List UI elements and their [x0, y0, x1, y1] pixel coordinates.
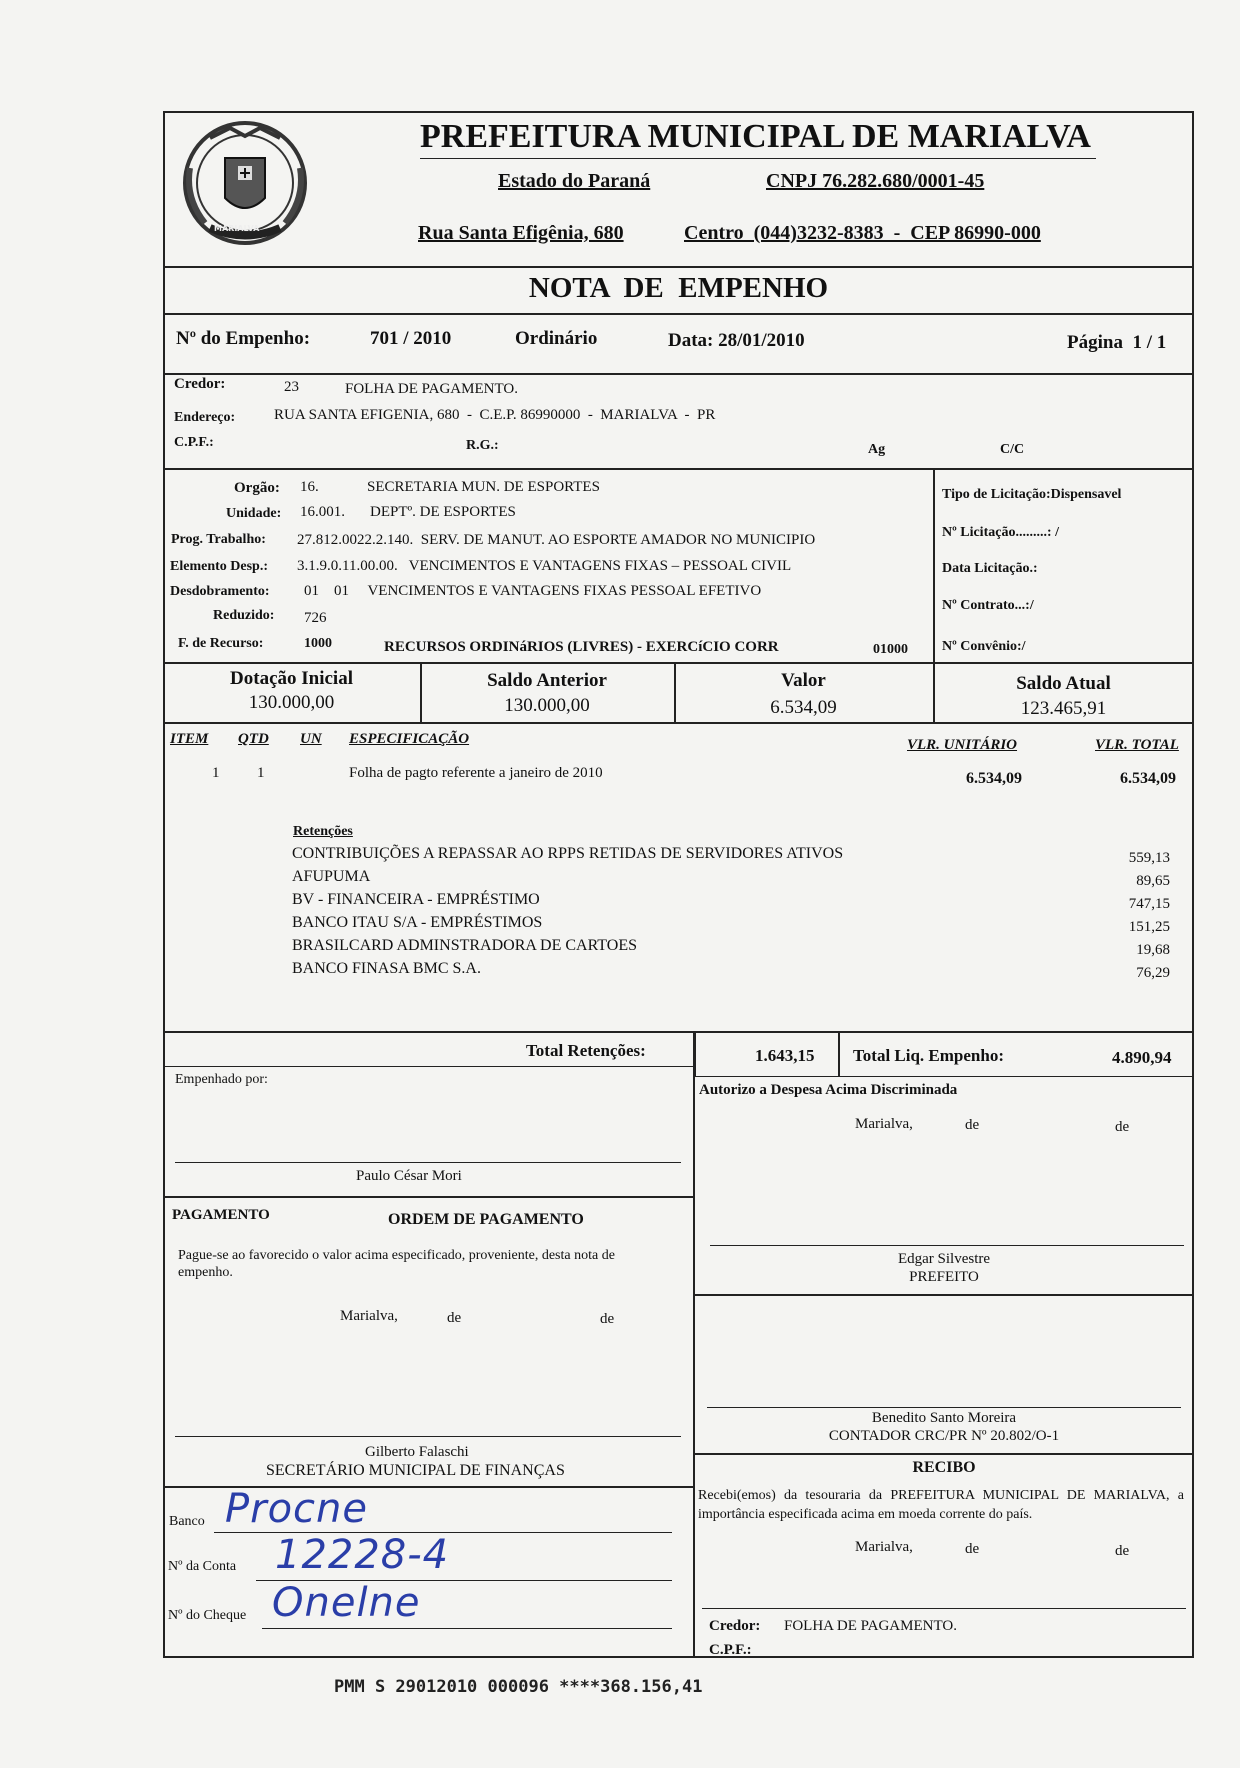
- credor-address: RUA SANTA EFIGENIA, 680 - C.E.P. 86990000 - MARIALVA - PR: [274, 407, 716, 423]
- retencao-value: 151,25: [1128, 919, 1170, 935]
- divider: [693, 1031, 695, 1658]
- elemento-value: 3.1.9.0.11.00.00. VENCIMENTOS E VANTAGENS FIXAS – PESSOAL CIVIL: [297, 558, 792, 574]
- recurso-code2: 01000: [873, 642, 908, 657]
- divider: [933, 468, 935, 662]
- divider: [694, 1453, 1194, 1455]
- signature-line: [707, 1407, 1181, 1408]
- prog-label: Prog. Trabalho:: [171, 532, 266, 547]
- cc-label: C/C: [1000, 442, 1025, 457]
- autorizo-de2: de: [1115, 1119, 1130, 1135]
- retencao-desc: AFUPUMA: [292, 868, 371, 885]
- retencao-value: 89,65: [1136, 873, 1170, 889]
- licitacao-data: Data Licitação.:: [942, 561, 1038, 576]
- retencao-desc: BANCO FINASA BMC S.A.: [292, 960, 481, 977]
- rg-label: R.G.:: [466, 438, 499, 453]
- cheque-label: Nº do Cheque: [168, 1608, 247, 1623]
- endereco-label: Endereço:: [174, 410, 236, 425]
- credor-label: Credor:: [174, 376, 226, 392]
- cheque-line: [262, 1628, 672, 1629]
- retencoes-title: Retenções: [293, 824, 353, 839]
- conta-value: 12228-4: [275, 1532, 450, 1578]
- recibo-place: Marialva,: [855, 1539, 913, 1555]
- reduzido-label: Reduzido:: [213, 608, 275, 623]
- empenho-date: Data: 28/01/2010: [668, 330, 805, 351]
- prefeito-role: PREFEITO: [909, 1269, 979, 1285]
- title-underline: [420, 158, 1096, 159]
- recurso-code: 1000: [304, 636, 332, 651]
- retencao-desc: BV - FINANCEIRA - EMPRÉSTIMO: [292, 891, 540, 908]
- pagamento-text: Pague-se ao favorecido o valor acima especificado, proveniente, desta nota de empenho.: [178, 1248, 615, 1280]
- orgao-label: Orgão:: [234, 480, 280, 496]
- credor-code: 23: [284, 379, 299, 395]
- municipal-seal-icon: [170, 108, 320, 258]
- licitacao-convenio: Nº Convênio:/: [942, 639, 1026, 654]
- ordem-pagamento-label: ORDEM DE PAGAMENTO: [388, 1211, 584, 1228]
- recibo-credor-value: FOLHA DE PAGAMENTO.: [784, 1618, 957, 1634]
- cpf-label: C.P.F.:: [174, 435, 214, 450]
- item-qtd: 1: [257, 765, 265, 781]
- recibo-cpf-label: C.P.F.:: [709, 1642, 752, 1658]
- divider: [163, 1196, 693, 1198]
- divider: [163, 373, 1194, 375]
- header-title: PREFEITURA MUNICIPAL DE MARIALVA: [420, 118, 1091, 155]
- retencao-value: 76,29: [1136, 965, 1170, 981]
- retencao-value: 559,13: [1128, 850, 1170, 866]
- recibo-de1: de: [965, 1541, 980, 1557]
- pagamento-place: Marialva,: [340, 1308, 398, 1324]
- autorizo-de1: de: [965, 1117, 980, 1133]
- cheque-value: Onelne: [272, 1580, 421, 1626]
- item-number: 1: [212, 765, 220, 781]
- empenho-label: Nº do Empenho:: [176, 328, 311, 349]
- total-liq-label: Total Liq. Empenho:: [853, 1046, 1004, 1065]
- signature-line: [710, 1245, 1184, 1246]
- ag-label: Ag: [868, 442, 886, 457]
- recibo-de2: de: [1115, 1543, 1130, 1559]
- col-vlr-unitario: VLR. UNITÁRIO: [907, 737, 1018, 753]
- unidade-label: Unidade:: [226, 506, 282, 521]
- desdobramento-label: Desdobramento:: [170, 584, 270, 599]
- contador-name: Benedito Santo Moreira: [871, 1410, 1017, 1426]
- dotacao-value: 130.000,00: [248, 692, 335, 713]
- empenhado-label: Empenhado por:: [175, 1072, 268, 1087]
- divider: [694, 1076, 1194, 1077]
- valor-value: 6.534,09: [770, 697, 837, 718]
- recibo-title: RECIBO: [912, 1459, 976, 1476]
- saldo-anterior-label: Saldo Anterior: [487, 670, 607, 691]
- signature-line: [702, 1608, 1186, 1609]
- reduzido-value: 726: [304, 610, 327, 626]
- pagamento-label: PAGAMENTO: [172, 1207, 270, 1223]
- divider: [163, 1066, 693, 1067]
- autorizo-label: Autorizo a Despesa Acima Discriminada: [699, 1082, 958, 1098]
- pagamento-de1: de: [447, 1310, 462, 1326]
- col-item: ITEM: [170, 731, 209, 747]
- divider: [163, 662, 1194, 664]
- desdobramento-value: 01 01 VENCIMENTOS E VANTAGENS FIXAS PESSOAL EFETIVO: [304, 583, 762, 599]
- retencao-desc: CONTRIBUIÇÕES A REPASSAR AO RPPS RETIDAS DE SERVIDORES ATIVOS: [292, 845, 844, 862]
- retencao-value: 747,15: [1128, 896, 1170, 912]
- retencao-desc: BRASILCARD ADMINSTRADORA DE CARTOES: [292, 937, 638, 954]
- divider: [163, 313, 1194, 315]
- seal-text: MARIALVA: [214, 224, 260, 233]
- header-address: Rua Santa Efigênia, 680: [418, 222, 624, 244]
- empenho-number: 701 / 2010: [370, 328, 452, 349]
- orgao-code: 16.: [300, 479, 319, 495]
- credor-name: FOLHA DE PAGAMENTO.: [345, 381, 518, 397]
- retencao-desc: BANCO ITAU S/A - EMPRÉSTIMOS: [292, 914, 543, 931]
- unidade-code: 16.001.: [300, 504, 345, 520]
- recibo-text: Recebi(emos) da tesouraria da PREFEITURA MUNICIPAL DE MARIALVA, a importância especificada acima em moeda corrente do país.: [698, 1488, 1184, 1522]
- recurso-label: F. de Recurso:: [178, 636, 264, 651]
- item-desc: Folha de pagto referente a janeiro de 2010: [349, 765, 603, 781]
- item-total: 6.534,09: [1120, 770, 1176, 787]
- empenho-type: Ordinário: [515, 328, 598, 349]
- falaschi-role: SECRETÁRIO MUNICIPAL DE FINANÇAS: [266, 1462, 565, 1479]
- signature-line: [175, 1162, 681, 1163]
- divider: [163, 722, 1194, 724]
- col-un: UN: [300, 731, 322, 747]
- page-number: Página 1 / 1: [1067, 332, 1167, 353]
- autorizo-place: Marialva,: [855, 1116, 913, 1132]
- saldo-anterior-value: 130.000,00: [504, 695, 590, 716]
- col-qtd: QTD: [238, 731, 269, 747]
- item-unit: 6.534,09: [966, 770, 1022, 787]
- header-state: Estado do Paraná: [498, 170, 651, 192]
- signature-line: [175, 1436, 681, 1437]
- retencao-value: 19,68: [1136, 942, 1170, 958]
- banco-label: Banco: [169, 1514, 205, 1529]
- saldo-atual-value: 123.465,91: [1020, 698, 1107, 719]
- valor-label: Valor: [781, 670, 826, 691]
- recibo-credor-label: Credor:: [709, 1618, 761, 1634]
- doc-title: NOTA DE EMPENHO: [528, 272, 829, 304]
- total-liq-value: 4.890,94: [1112, 1048, 1172, 1067]
- prefeito-name: Edgar Silvestre: [897, 1251, 991, 1267]
- dotacao-label: Dotação Inicial: [230, 668, 353, 689]
- conta-label: Nº da Conta: [168, 1559, 237, 1574]
- divider: [163, 468, 1194, 470]
- divider: [694, 1294, 1194, 1296]
- col-vlr-total: VLR. TOTAL: [1095, 737, 1179, 753]
- total-retencoes-value: 1.643,15: [755, 1046, 815, 1065]
- banco-value: Procne: [225, 1486, 368, 1532]
- licitacao-numero: Nº Licitação.........: /: [942, 525, 1059, 540]
- falaschi-name: Gilberto Falaschi: [365, 1444, 469, 1460]
- unidade-name: DEPTº. DE ESPORTES: [370, 504, 516, 520]
- empenhado-name: Paulo César Mori: [356, 1168, 462, 1184]
- elemento-label: Elemento Desp.:: [170, 559, 268, 574]
- orgao-name: SECRETARIA MUN. DE ESPORTES: [367, 479, 600, 495]
- header-cnpj: CNPJ 76.282.680/0001-45: [766, 170, 985, 192]
- col-especificacao: ESPECIFICAÇÃO: [349, 731, 470, 747]
- prog-value: 27.812.0022.2.140. SERV. DE MANUT. AO ESPORTE AMADOR NO MUNICIPIO: [297, 532, 816, 548]
- divider: [838, 1031, 840, 1076]
- header-contact: Centro (044)3232-8383 - CEP 86990-000: [684, 222, 1041, 244]
- contador-role: CONTADOR CRC/PR Nº 20.802/O-1: [828, 1428, 1060, 1444]
- processing-stamp: PMM S 29012010 000096 ****368.156,41: [334, 1677, 703, 1697]
- licitacao-tipo: Tipo de Licitação:Dispensavel: [942, 487, 1122, 502]
- recurso-name: RECURSOS ORDINáRIOS (LIVRES) - EXERCíCIO CORR: [384, 639, 779, 655]
- total-retencoes-label: Total Retenções:: [526, 1041, 646, 1060]
- pagamento-de2: de: [600, 1311, 615, 1327]
- divider: [163, 1031, 1194, 1033]
- saldo-atual-label: Saldo Atual: [1016, 673, 1111, 694]
- licitacao-contrato: Nº Contrato...:/: [942, 598, 1034, 613]
